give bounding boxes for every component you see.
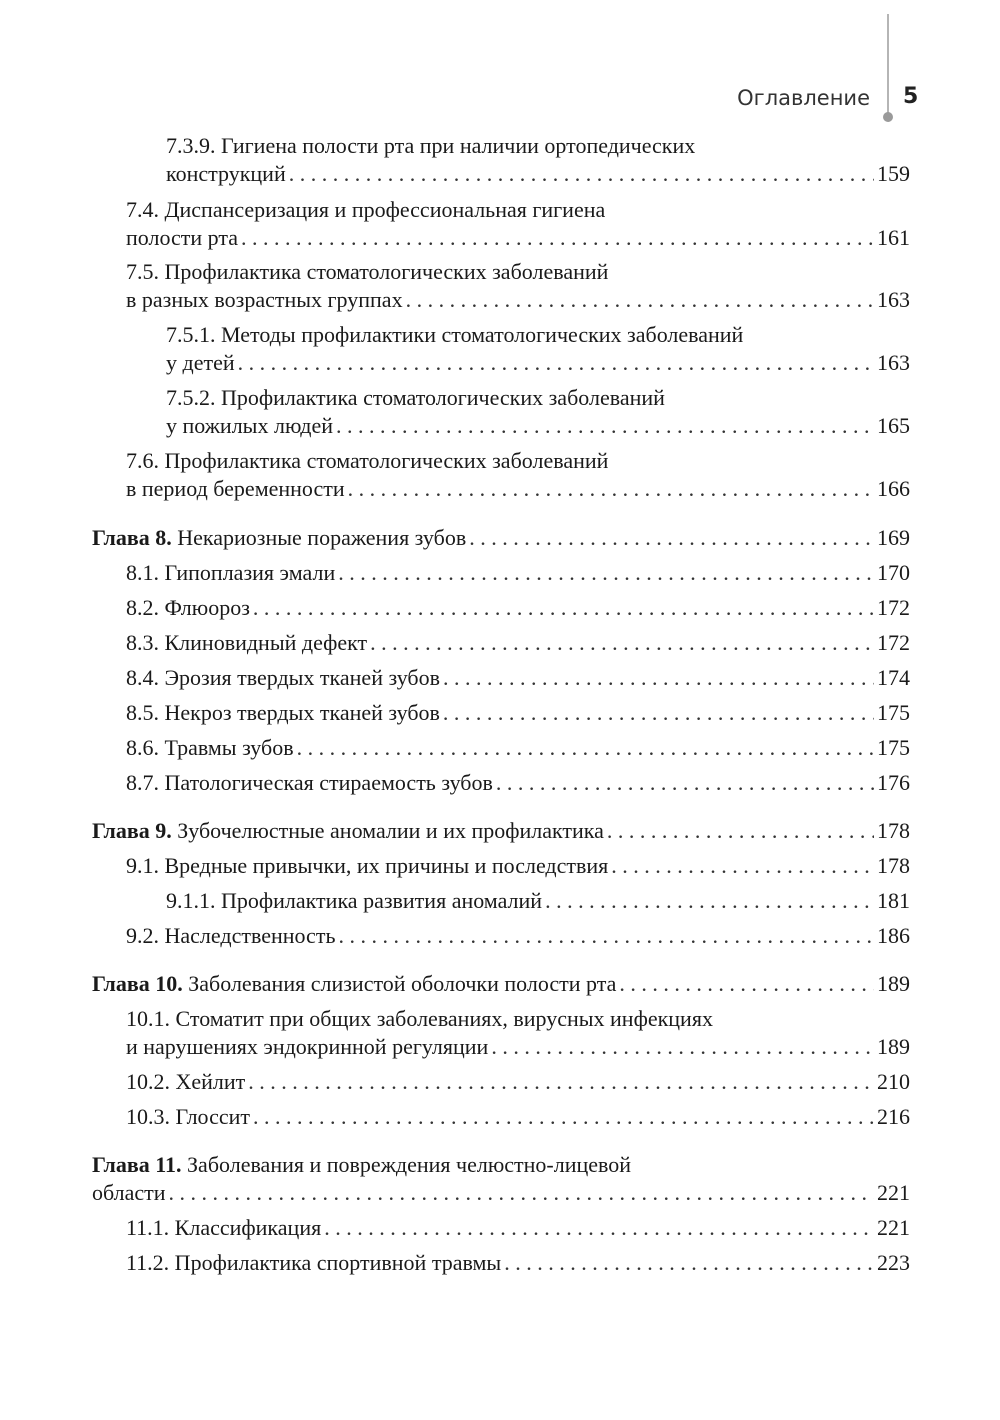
toc-page-number: 221 xyxy=(877,1180,910,1205)
toc-entry-title: 8.1. Гипоплазия эмали xyxy=(126,560,336,585)
toc-entry-title: 7.6. Профилактика стоматологических заболеваний xyxy=(126,448,609,473)
toc-entry-10-1[interactable] xyxy=(126,1005,910,1061)
toc-entry-title-cont: и нарушениях эндокринной регуляции xyxy=(126,1034,489,1059)
toc-page-number: 172 xyxy=(877,595,910,620)
toc-entry-title: 8.2. Флюороз xyxy=(126,595,250,620)
dot-leader xyxy=(348,475,874,503)
dot-leader xyxy=(496,769,874,797)
toc-entry-title: 9.2. Наследственность xyxy=(126,923,336,948)
toc-entry-7-4[interactable] xyxy=(126,196,910,252)
toc-entry-title: 10.3. Глоссит xyxy=(126,1104,251,1129)
toc-entry-9-2[interactable] xyxy=(126,922,910,950)
toc-page-number: 189 xyxy=(877,1034,910,1059)
toc-page-number: 161 xyxy=(877,225,910,250)
toc-page-number: 172 xyxy=(877,630,910,655)
dot-leader xyxy=(607,817,874,845)
toc-page-number: 178 xyxy=(877,853,910,878)
toc-entry-7-5-2[interactable] xyxy=(166,384,910,440)
toc-entry-title-cont: конструкций xyxy=(166,161,286,186)
toc-entry-title: 7.5.1. Методы профилактики стоматологических заболеваний xyxy=(166,322,744,347)
dot-leader xyxy=(619,970,874,998)
toc-entry-title: 8.4. Эрозия твердых тканей зубов xyxy=(126,665,440,690)
dot-leader xyxy=(611,852,874,880)
dot-leader xyxy=(253,594,874,622)
toc-entry-title: Заболевания слизистой оболочки полости рта xyxy=(188,971,617,996)
toc-entry-title: 8.5. Некроз твердых тканей зубов xyxy=(126,700,440,725)
toc-page-number: 175 xyxy=(877,735,910,760)
toc-page-number: 170 xyxy=(877,560,910,585)
toc-page-number: 178 xyxy=(877,818,910,843)
toc-entry-8-4[interactable] xyxy=(126,664,910,692)
toc-entry-title-cont: у детей xyxy=(166,350,235,375)
toc-chapter-10[interactable] xyxy=(92,970,910,998)
dot-leader xyxy=(289,160,874,188)
toc-page-number: 221 xyxy=(877,1215,910,1240)
toc-entry-title: Некариозные поражения зубов xyxy=(177,525,467,550)
toc-page-number: 175 xyxy=(877,700,910,725)
toc-entry-11-2[interactable] xyxy=(126,1249,910,1277)
toc-entry-10-2[interactable] xyxy=(126,1068,910,1096)
chapter-label: Глава 9. xyxy=(92,818,172,843)
toc-entry-title: 8.7. Патологическая стираемость зубов xyxy=(126,770,493,795)
dot-leader xyxy=(370,629,874,657)
toc-entry-title-cont: у пожилых людей xyxy=(166,413,333,438)
toc-entry-8-2[interactable] xyxy=(126,594,910,622)
toc-page-number: 181 xyxy=(877,888,910,913)
page-number: 5 xyxy=(903,84,919,109)
toc-page-number: 189 xyxy=(877,971,910,996)
toc-entry-8-6[interactable] xyxy=(126,734,910,762)
toc-entry-7-5-1[interactable] xyxy=(166,321,910,377)
toc-chapter-9[interactable] xyxy=(92,817,910,845)
toc-page-number: 169 xyxy=(877,525,910,550)
toc-entry-title: 11.1. Классификация xyxy=(126,1215,322,1240)
dot-leader xyxy=(443,699,874,727)
running-header-title: Оглавление xyxy=(737,86,870,110)
toc-page-number: 216 xyxy=(877,1104,910,1129)
toc-entry-title-cont: в период беременности xyxy=(126,476,345,501)
toc-entry-title: 7.5.2. Профилактика стоматологических заболеваний xyxy=(166,385,665,410)
toc-entry-title: 10.1. Стоматит при общих заболеваниях, вирусных инфекциях xyxy=(126,1006,713,1031)
toc-entry-title: Зубочелюстные аномалии и их профилактика xyxy=(177,818,604,843)
toc-page-number: 210 xyxy=(877,1069,910,1094)
toc-page-number: 186 xyxy=(877,923,910,948)
chapter-label: Глава 8. xyxy=(92,525,172,550)
toc-entry-8-3[interactable] xyxy=(126,629,910,657)
toc-entry-title-cont: в разных возрастных группах xyxy=(126,287,403,312)
toc-page-number: 165 xyxy=(877,413,910,438)
toc-page-number: 163 xyxy=(877,287,910,312)
toc-entry-title-cont: области xyxy=(92,1180,166,1205)
toc-entry-title: 10.2. Хейлит xyxy=(126,1069,246,1094)
toc-entry-7-3-9[interactable] xyxy=(166,132,910,188)
toc-entry-title: 9.1.1. Профилактика развития аномалий xyxy=(166,888,543,913)
toc-entry-11-1[interactable] xyxy=(126,1214,910,1242)
toc-entry-9-1-1[interactable] xyxy=(166,887,910,915)
toc-chapter-11[interactable] xyxy=(92,1151,910,1207)
toc-entry-title-cont: полости рта xyxy=(126,225,239,250)
toc-entry-title: 11.2. Профилактика спортивной травмы xyxy=(126,1250,502,1275)
toc-entry-title: 8.6. Травмы зубов xyxy=(126,735,294,760)
toc-entry-7-6[interactable] xyxy=(126,447,910,503)
toc-entry-title: 7.3.9. Гигиена полости рта при наличии ортопедических xyxy=(166,133,696,158)
toc-entry-title: 7.4. Диспансеризация и профессиональная гигиена xyxy=(126,197,606,222)
toc-entry-7-5[interactable] xyxy=(126,258,910,314)
toc-entry-title: Заболевания и повреждения челюстно-лицевой xyxy=(187,1152,632,1177)
dot-leader xyxy=(238,349,874,377)
toc-entry-10-3[interactable] xyxy=(126,1103,910,1131)
dot-leader xyxy=(338,559,874,587)
dot-leader xyxy=(338,922,874,950)
toc-page-number: 174 xyxy=(877,665,910,690)
header-divider-dot xyxy=(883,112,893,122)
toc-page-number: 159 xyxy=(877,161,910,186)
toc-entry-title: 9.1. Вредные привычки, их причины и последствия xyxy=(126,853,609,878)
toc-chapter-8[interactable] xyxy=(92,524,910,552)
dot-leader xyxy=(469,524,874,552)
dot-leader xyxy=(248,1068,874,1096)
dot-leader xyxy=(406,286,874,314)
toc-page-number: 166 xyxy=(877,476,910,501)
header-divider xyxy=(887,14,889,118)
toc-entry-title: 8.3. Клиновидный дефект xyxy=(126,630,368,655)
dot-leader xyxy=(324,1214,874,1242)
toc-page-number: 176 xyxy=(877,770,910,795)
dot-leader xyxy=(253,1103,874,1131)
dot-leader xyxy=(545,887,874,915)
dot-leader xyxy=(241,224,874,252)
toc-page-number: 223 xyxy=(877,1250,910,1275)
toc-entry-8-1[interactable] xyxy=(126,559,910,587)
dot-leader xyxy=(297,734,874,762)
toc-page-number: 163 xyxy=(877,350,910,375)
dot-leader xyxy=(336,412,874,440)
toc-entry-8-5[interactable] xyxy=(126,699,910,727)
toc-entry-title: 7.5. Профилактика стоматологических заболеваний xyxy=(126,259,609,284)
dot-leader xyxy=(491,1033,874,1061)
chapter-label: Глава 10. xyxy=(92,971,183,996)
dot-leader xyxy=(169,1179,874,1207)
toc-entry-8-7[interactable] xyxy=(126,769,910,797)
dot-leader xyxy=(443,664,874,692)
chapter-label: Глава 11. xyxy=(92,1152,182,1177)
toc-entry-9-1[interactable] xyxy=(126,852,910,880)
dot-leader xyxy=(504,1249,874,1277)
